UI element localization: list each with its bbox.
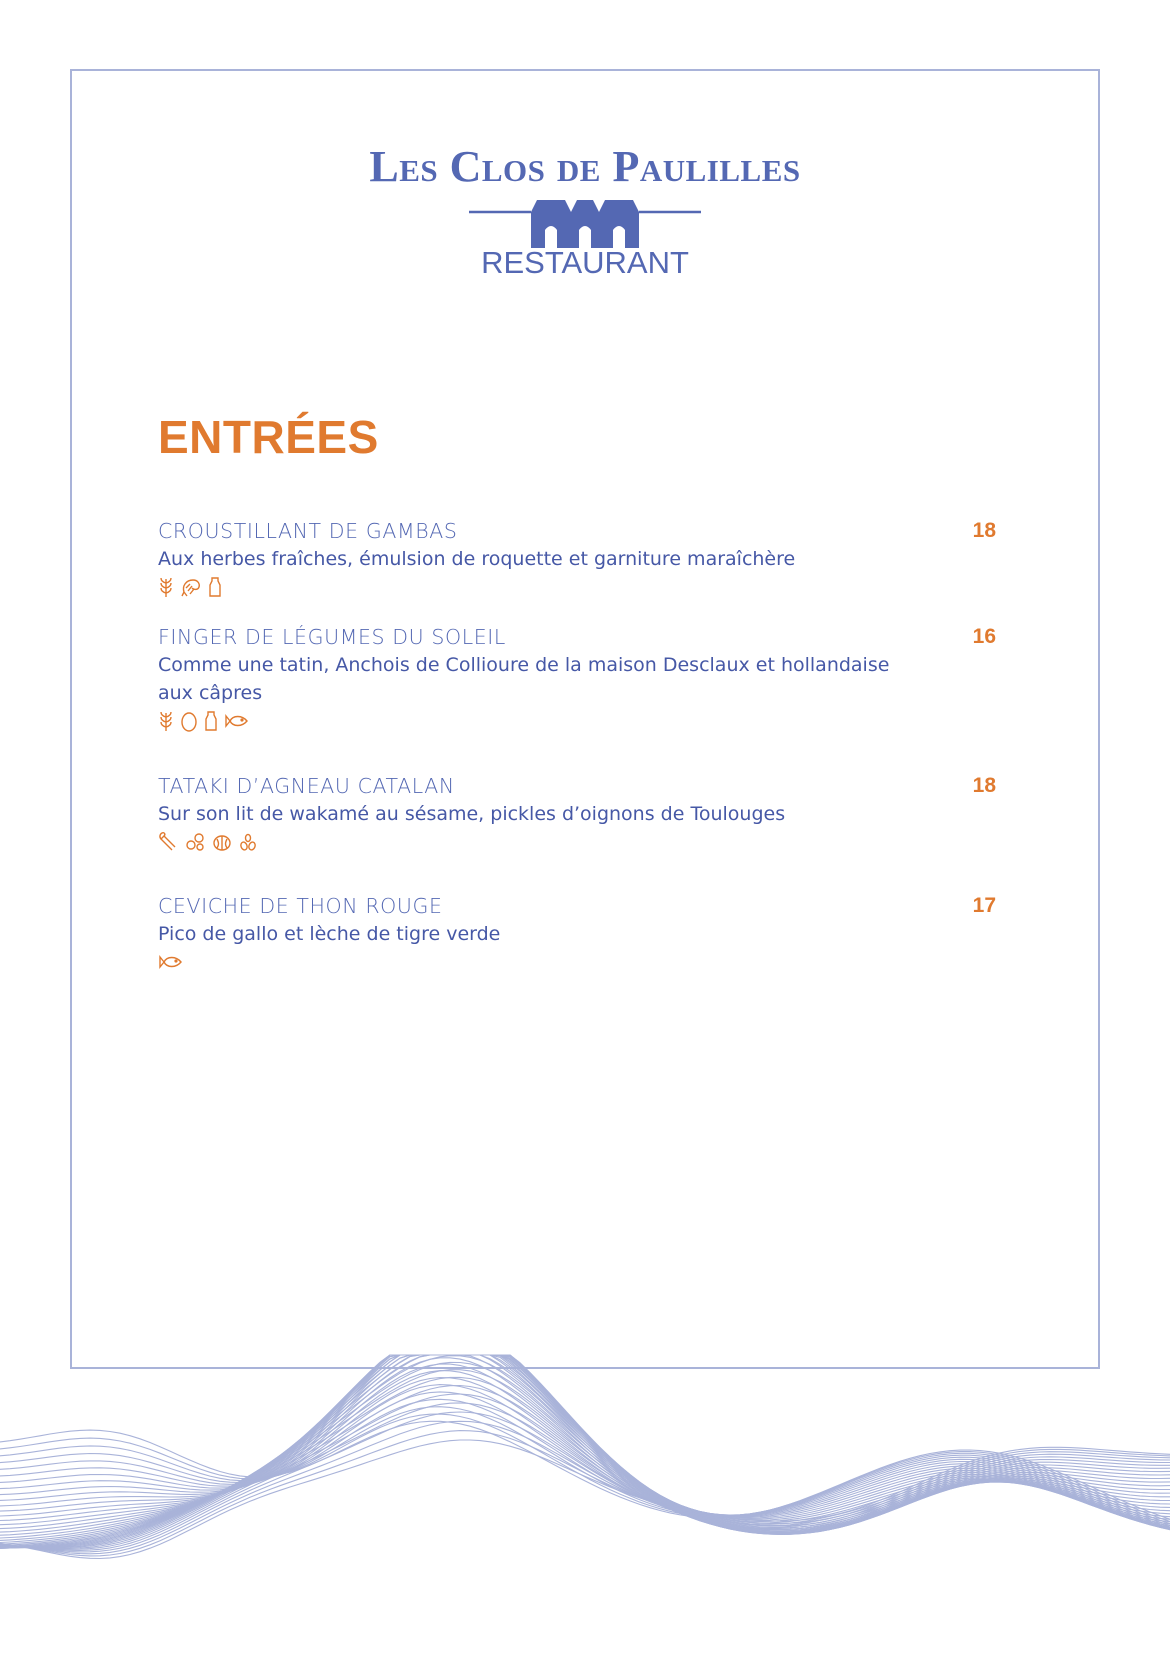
wave-line bbox=[0, 1386, 1170, 1549]
milk-icon bbox=[204, 710, 218, 732]
item-description: Pico de gallo et lèche de tigre verde bbox=[158, 923, 501, 945]
mustard-icon bbox=[184, 831, 206, 853]
allergen-list bbox=[158, 831, 996, 853]
item-description: Aux herbes fraîches, émulsion de roquette et garniture maraîchère bbox=[158, 548, 796, 570]
item-price: 17 bbox=[972, 894, 996, 917]
nuts-icon bbox=[212, 831, 232, 853]
logo-subtitle: RESTAURANT bbox=[481, 245, 689, 280]
item-description: Sur son lit de wakamé au sésame, pickles d’oignons de Toulouges bbox=[158, 803, 786, 825]
menu-item bbox=[158, 517, 996, 598]
menu-item bbox=[158, 772, 996, 853]
item-price: 18 bbox=[972, 774, 996, 797]
egg-icon bbox=[180, 710, 198, 732]
allergen-list bbox=[158, 951, 996, 973]
item-name: TATAKI D’AGNEAU CATALAN bbox=[158, 774, 455, 798]
houses-logo-icon bbox=[465, 192, 705, 248]
celery-icon bbox=[158, 831, 178, 853]
wave-line bbox=[0, 1355, 1170, 1531]
item-price: 18 bbox=[972, 519, 996, 542]
decorative-waves bbox=[0, 1350, 1170, 1655]
item-name: CROUSTILLANT DE GAMBAS bbox=[158, 519, 458, 543]
fish-icon bbox=[224, 710, 250, 732]
item-price: 16 bbox=[972, 625, 996, 648]
item-name: CEVICHE DE THON ROUGE bbox=[158, 894, 443, 918]
milk-icon bbox=[208, 576, 222, 598]
menu-item bbox=[158, 623, 996, 732]
sesame-icon bbox=[238, 831, 258, 853]
allergen-list bbox=[158, 710, 996, 732]
menu-item bbox=[158, 892, 996, 973]
crustacean-icon bbox=[180, 576, 202, 598]
item-description: Comme une tatin, Anchois de Collioure de la maison Desclaux et hollandaise aux câpres bbox=[158, 654, 890, 704]
wave-line bbox=[0, 1355, 1170, 1536]
gluten-icon bbox=[158, 576, 174, 598]
wave-line bbox=[0, 1355, 1170, 1527]
allergen-list bbox=[158, 576, 996, 598]
item-name: FINGER DE LÉGUMES DU SOLEIL bbox=[158, 625, 506, 649]
fish-icon bbox=[158, 951, 184, 973]
restaurant-logo bbox=[0, 142, 1170, 280]
logo-title: Les Clos de Paulilles bbox=[369, 142, 801, 191]
section-title: ENTRÉES bbox=[158, 411, 379, 463]
gluten-icon bbox=[158, 710, 174, 732]
